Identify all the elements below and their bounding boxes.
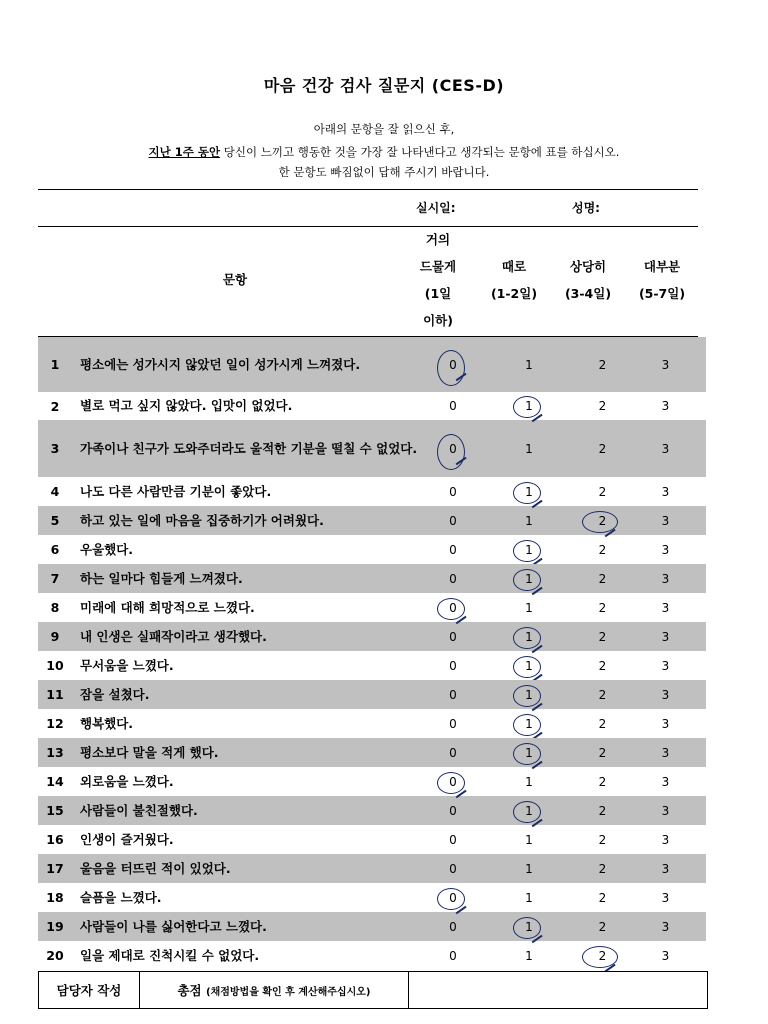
- circle-stroke: [437, 772, 465, 794]
- name-label: 성명:: [572, 201, 600, 215]
- answer-option-value: 0: [449, 441, 457, 456]
- answer-option-value: 0: [449, 571, 457, 586]
- circle-stroke: [437, 888, 465, 910]
- question-row: [38, 392, 706, 420]
- answer-option-value: 3: [661, 919, 670, 934]
- answer-option-value: 2: [598, 745, 607, 760]
- question-text: 일을 제대로 진척시킬 수 없었다.: [80, 947, 260, 963]
- answer-option-value: 3: [661, 600, 670, 615]
- answer-option-value: 1: [525, 658, 533, 673]
- answer-option-cell[interactable]: [625, 651, 706, 680]
- date-label: 실시일:: [416, 201, 456, 215]
- answer-option-value: 3: [661, 948, 670, 963]
- answer-option-cell[interactable]: [478, 337, 580, 392]
- answer-option-cell[interactable]: [428, 593, 478, 622]
- answer-option-value: 3: [661, 399, 670, 413]
- instruction-emphasis: 지난 1주 동안: [148, 145, 221, 159]
- question-text: 가족이나 친구가 도와주더라도 울적한 기분을 떨칠 수 없었다.: [72, 420, 428, 477]
- answer-option-cell[interactable]: [580, 477, 625, 506]
- question-text: 내 인생은 실패작이라고 생각했다.: [72, 622, 428, 651]
- answer-option-cell[interactable]: [580, 883, 625, 912]
- header-option-often: 상당히 (3-4일): [564, 259, 612, 301]
- circle-stroke: [513, 569, 541, 591]
- question-text: 평소보다 말을 적게 했다.: [72, 738, 428, 767]
- answer-option-value: 3: [661, 629, 670, 644]
- question-text: 미래에 대해 희망적으로 느꼈다.: [80, 599, 255, 615]
- question-text: 울음을 터뜨린 적이 있었다.: [72, 854, 428, 883]
- answer-option-cell[interactable]: [428, 912, 478, 941]
- answer-option-cell[interactable]: [428, 392, 478, 420]
- answer-option-value: 0: [449, 948, 457, 963]
- question-row: [38, 767, 706, 796]
- question-row: [38, 854, 706, 883]
- answer-option-value: 1: [525, 919, 533, 934]
- question-number: 13: [38, 738, 72, 767]
- answer-option-cell[interactable]: [580, 564, 625, 593]
- answer-option-value: 2: [598, 658, 607, 673]
- answer-option-cell[interactable]: [428, 709, 478, 738]
- answer-option-cell[interactable]: [625, 506, 706, 535]
- answer-option-cell[interactable]: [428, 941, 478, 970]
- circle-stroke: [513, 627, 541, 649]
- answer-option-cell[interactable]: [580, 622, 625, 651]
- circle-stroke: [513, 743, 541, 765]
- answer-option-value: 3: [661, 658, 670, 673]
- answer-option-value: 2: [598, 629, 607, 644]
- answer-option-cell[interactable]: [625, 680, 706, 709]
- answer-option-value: 1: [525, 542, 533, 557]
- answer-option-cell[interactable]: [625, 883, 706, 912]
- answer-option-cell[interactable]: [625, 854, 706, 883]
- answer-option-cell[interactable]: [428, 337, 478, 392]
- answer-option-cell[interactable]: [580, 767, 625, 796]
- answer-option-cell[interactable]: [478, 883, 580, 912]
- answer-option-value: 2: [598, 571, 607, 586]
- answer-option-value: 1: [525, 484, 533, 499]
- answer-option-value: 1: [525, 399, 533, 413]
- answer-option-cell[interactable]: [428, 883, 478, 912]
- answer-option-value: 1: [525, 441, 533, 456]
- answer-option-value: 0: [449, 745, 457, 760]
- answer-option-cell[interactable]: [580, 392, 625, 420]
- circle-stroke: [437, 598, 465, 620]
- answer-option-cell[interactable]: [580, 593, 625, 622]
- header-option-rarely: 거의 드물게 (1일 이하): [419, 232, 457, 328]
- circle-stroke: [513, 714, 541, 736]
- answer-option-cell[interactable]: [428, 477, 478, 506]
- answer-option-cell[interactable]: [478, 941, 580, 970]
- answer-option-value: 1: [525, 629, 533, 644]
- answer-option-value: 2: [598, 803, 607, 818]
- meta-rule: [38, 226, 698, 227]
- answer-option-value: 0: [449, 832, 457, 847]
- question-number: 11: [38, 680, 72, 709]
- answer-option-value: 1: [525, 513, 533, 528]
- answer-option-value: 0: [449, 357, 457, 372]
- question-number: 18: [46, 890, 64, 905]
- answer-option-value: 2: [598, 600, 607, 615]
- question-number: 20: [46, 948, 64, 963]
- answer-option-value: 2: [598, 774, 607, 789]
- answer-option-cell[interactable]: [478, 912, 580, 941]
- answer-option-cell[interactable]: [580, 796, 625, 825]
- answer-option-cell[interactable]: [478, 593, 580, 622]
- answer-option-cell[interactable]: [625, 622, 706, 651]
- answer-option-value: 2: [598, 484, 607, 499]
- answer-option-value: 0: [449, 919, 457, 934]
- answer-option-cell[interactable]: [478, 796, 580, 825]
- top-rule: [38, 189, 698, 190]
- answer-option-cell[interactable]: [580, 941, 625, 970]
- answer-option-value: 1: [525, 600, 533, 615]
- question-number: 4: [50, 484, 60, 499]
- question-row: [38, 651, 706, 680]
- question-row: [38, 738, 706, 767]
- answer-option-cell[interactable]: [625, 767, 706, 796]
- answer-option-cell[interactable]: [428, 535, 478, 564]
- circle-stroke: [513, 801, 541, 823]
- question-number: 16: [46, 832, 64, 847]
- answer-option-cell[interactable]: [428, 622, 478, 651]
- answer-option-value: 3: [661, 832, 670, 847]
- circle-stroke: [437, 350, 465, 386]
- circle-stroke: [513, 482, 541, 504]
- answer-option-value: 2: [598, 687, 607, 702]
- question-number: 14: [46, 774, 64, 789]
- answer-option-value: 0: [449, 658, 457, 673]
- question-row: [38, 420, 706, 477]
- question-row: [38, 506, 706, 535]
- instruction-line-2-rest: 당신이 느끼고 행동한 것을 가장 잘 나타낸다고 생각되는 문항에 표를 하십시오.: [220, 145, 620, 159]
- answer-option-value: 3: [661, 716, 670, 731]
- answer-option-value: 1: [525, 687, 533, 702]
- answer-option-cell[interactable]: [428, 825, 478, 854]
- question-row: [38, 564, 706, 593]
- answer-option-value: 2: [598, 399, 607, 413]
- answer-option-cell[interactable]: [580, 420, 625, 477]
- answer-option-value: 0: [449, 687, 457, 702]
- answer-option-value: 0: [449, 513, 457, 528]
- answer-option-cell[interactable]: [625, 593, 706, 622]
- answer-option-value: 3: [661, 357, 670, 372]
- answer-option-value: 0: [449, 399, 457, 413]
- answer-option-value: 0: [449, 803, 457, 818]
- answer-option-cell[interactable]: [428, 680, 478, 709]
- question-text: 별로 먹고 싶지 않았다. 입맛이 없었다.: [80, 398, 293, 413]
- answer-option-cell[interactable]: [625, 392, 706, 420]
- answer-option-value: 0: [449, 716, 457, 731]
- question-text: 우울했다.: [80, 541, 134, 557]
- question-text: 나도 다른 사람만큼 기분이 좋았다.: [80, 483, 272, 499]
- circle-stroke: [513, 656, 541, 678]
- answer-option-value: 3: [661, 571, 670, 586]
- answer-option-cell[interactable]: [580, 912, 625, 941]
- answer-option-cell[interactable]: [478, 535, 580, 564]
- answer-option-cell[interactable]: [478, 477, 580, 506]
- answer-option-cell[interactable]: [478, 767, 580, 796]
- answer-option-cell[interactable]: [428, 564, 478, 593]
- staff-label: 담당자 작성: [39, 972, 140, 1009]
- answer-option-value: 1: [525, 357, 533, 372]
- question-row: [38, 593, 706, 622]
- answer-option-cell[interactable]: [580, 854, 625, 883]
- total-score-label: [140, 972, 409, 1009]
- answer-option-cell[interactable]: [625, 738, 706, 767]
- question-text: 무서움을 느꼈다.: [80, 657, 174, 673]
- answer-option-value: 3: [661, 803, 670, 818]
- answer-option-cell[interactable]: [428, 420, 478, 477]
- answer-option-cell[interactable]: [478, 420, 580, 477]
- answer-option-value: 1: [525, 890, 533, 905]
- page-title: 마음 건강 검사 질문지 (CES-D): [263, 76, 505, 95]
- answer-option-cell[interactable]: [625, 941, 706, 970]
- question-number: 6: [50, 542, 60, 557]
- question-row: [38, 941, 706, 970]
- answer-option-value: 0: [449, 774, 457, 789]
- answer-option-value: 3: [661, 542, 670, 557]
- question-text: 외로움을 느꼈다.: [80, 773, 174, 789]
- answer-option-value: 2: [598, 948, 607, 963]
- answer-option-value: 3: [661, 861, 670, 876]
- question-number: 5: [38, 506, 72, 535]
- answer-option-value: 1: [525, 745, 533, 760]
- answer-option-value: 2: [598, 357, 607, 372]
- answer-option-value: 3: [661, 513, 670, 528]
- answer-option-value: 1: [525, 832, 533, 847]
- header-option-mostly: 대부분 (5-7일): [638, 259, 686, 301]
- question-number: 8: [50, 600, 60, 615]
- answer-option-value: 2: [598, 716, 607, 731]
- answer-option-value: 1: [525, 803, 533, 818]
- question-number: 1: [38, 337, 72, 392]
- answer-option-cell[interactable]: [478, 564, 580, 593]
- question-row: [38, 622, 706, 651]
- answer-option-value: 0: [449, 484, 457, 499]
- instruction-line-2: [0, 144, 768, 160]
- question-text: 행복했다.: [80, 715, 134, 731]
- answer-option-cell[interactable]: [428, 854, 478, 883]
- circle-stroke: [437, 434, 465, 470]
- answer-option-value: 3: [661, 441, 670, 456]
- answer-option-value: 1: [525, 571, 533, 586]
- answer-option-cell[interactable]: [478, 854, 580, 883]
- question-number: 3: [38, 420, 72, 477]
- question-row: [38, 912, 706, 941]
- answer-option-value: 3: [661, 890, 670, 905]
- question-text: 평소에는 성가시지 않았던 일이 성가시게 느껴졌다.: [72, 337, 428, 392]
- instruction-line-3: 한 문항도 빠짐없이 답해 주시기 바랍니다.: [278, 165, 490, 179]
- questionnaire-table: [38, 337, 706, 970]
- question-text: 잠을 설쳤다.: [72, 680, 428, 709]
- answer-option-value: 1: [525, 948, 533, 963]
- answer-option-value: 0: [449, 629, 457, 644]
- answer-option-cell[interactable]: [580, 535, 625, 564]
- answer-option-value: 3: [661, 745, 670, 760]
- answer-option-value: 3: [661, 774, 670, 789]
- answer-option-value: 0: [449, 542, 457, 557]
- answer-option-value: 2: [598, 832, 607, 847]
- instruction-line-1: 아래의 문항을 잘 읽으신 후,: [313, 122, 455, 136]
- total-note: (채점방법을 확인 후 계산해주십시오): [206, 987, 371, 998]
- question-text: 하는 일마다 힘들게 느껴졌다.: [72, 564, 428, 593]
- answer-option-cell[interactable]: [580, 825, 625, 854]
- answer-option-cell[interactable]: [625, 564, 706, 593]
- answer-option-cell[interactable]: [428, 767, 478, 796]
- circle-stroke: [513, 685, 541, 707]
- question-number: 7: [38, 564, 72, 593]
- question-text: 사람들이 나를 싫어한다고 느꼈다.: [72, 912, 428, 941]
- answer-option-cell[interactable]: [625, 337, 706, 392]
- answer-option-value: 2: [598, 542, 607, 557]
- answer-option-value: 2: [598, 513, 607, 528]
- answer-option-cell[interactable]: [580, 680, 625, 709]
- answer-option-value: 1: [525, 861, 533, 876]
- answer-option-value: 2: [598, 441, 607, 456]
- question-row: [38, 883, 706, 912]
- total-label: 총점: [177, 983, 202, 998]
- answer-option-cell[interactable]: [625, 796, 706, 825]
- answer-option-value: 0: [449, 600, 457, 615]
- header-question: 문항: [222, 272, 248, 287]
- question-number: 15: [38, 796, 72, 825]
- answer-option-cell[interactable]: [580, 651, 625, 680]
- answer-option-cell[interactable]: [428, 651, 478, 680]
- answer-option-cell[interactable]: [580, 506, 625, 535]
- question-number: 19: [38, 912, 72, 941]
- footer-table: [38, 971, 708, 1009]
- question-number: 12: [46, 716, 64, 731]
- circle-stroke: [513, 917, 541, 939]
- total-score-field[interactable]: [409, 972, 708, 1009]
- answer-option-cell[interactable]: [625, 535, 706, 564]
- question-text: 하고 있는 일에 마음을 집중하기가 어려웠다.: [72, 506, 428, 535]
- answer-option-cell[interactable]: [625, 420, 706, 477]
- answer-option-cell[interactable]: [428, 796, 478, 825]
- circle-stroke: [513, 396, 541, 418]
- answer-option-value: 2: [598, 890, 607, 905]
- answer-option-cell[interactable]: [625, 912, 706, 941]
- question-text: 인생이 즐거웠다.: [80, 831, 174, 847]
- question-row: [38, 535, 706, 564]
- question-row: [38, 709, 706, 738]
- answer-option-cell[interactable]: [478, 392, 580, 420]
- answer-option-cell[interactable]: [580, 337, 625, 392]
- answer-option-cell[interactable]: [478, 825, 580, 854]
- answer-option-value: 3: [661, 484, 670, 499]
- question-text: 사람들이 불친절했다.: [72, 796, 428, 825]
- question-number: 10: [46, 658, 64, 673]
- answer-option-value: 1: [525, 774, 533, 789]
- answer-option-cell[interactable]: [580, 709, 625, 738]
- question-row: [38, 477, 706, 506]
- answer-option-cell[interactable]: [580, 738, 625, 767]
- circle-stroke: [513, 540, 541, 562]
- answer-option-value: 0: [449, 890, 457, 905]
- answer-option-cell[interactable]: [478, 651, 580, 680]
- answer-option-cell[interactable]: [428, 506, 478, 535]
- header-option-sometimes: 때로 (1-2일): [490, 259, 538, 301]
- question-row: [38, 825, 706, 854]
- question-row: [38, 680, 706, 709]
- answer-option-value: 0: [449, 861, 457, 876]
- answer-option-cell[interactable]: [478, 709, 580, 738]
- question-text: 슬픔을 느꼈다.: [80, 889, 162, 905]
- answer-option-value: 2: [598, 919, 607, 934]
- answer-option-cell[interactable]: [625, 825, 706, 854]
- question-number: 9: [38, 622, 72, 651]
- question-number: 17: [38, 854, 72, 883]
- answer-option-value: 2: [598, 861, 607, 876]
- answer-option-cell[interactable]: [478, 622, 580, 651]
- answer-option-cell[interactable]: [428, 738, 478, 767]
- question-row: [38, 337, 706, 392]
- answer-option-value: 1: [525, 716, 533, 731]
- answer-option-cell[interactable]: [478, 680, 580, 709]
- question-number: 2: [50, 398, 60, 414]
- answer-option-value: 3: [661, 687, 670, 702]
- answer-option-cell[interactable]: [478, 506, 580, 535]
- answer-option-cell[interactable]: [625, 477, 706, 506]
- question-row: [38, 796, 706, 825]
- answer-option-cell[interactable]: [478, 738, 580, 767]
- answer-option-cell[interactable]: [625, 709, 706, 738]
